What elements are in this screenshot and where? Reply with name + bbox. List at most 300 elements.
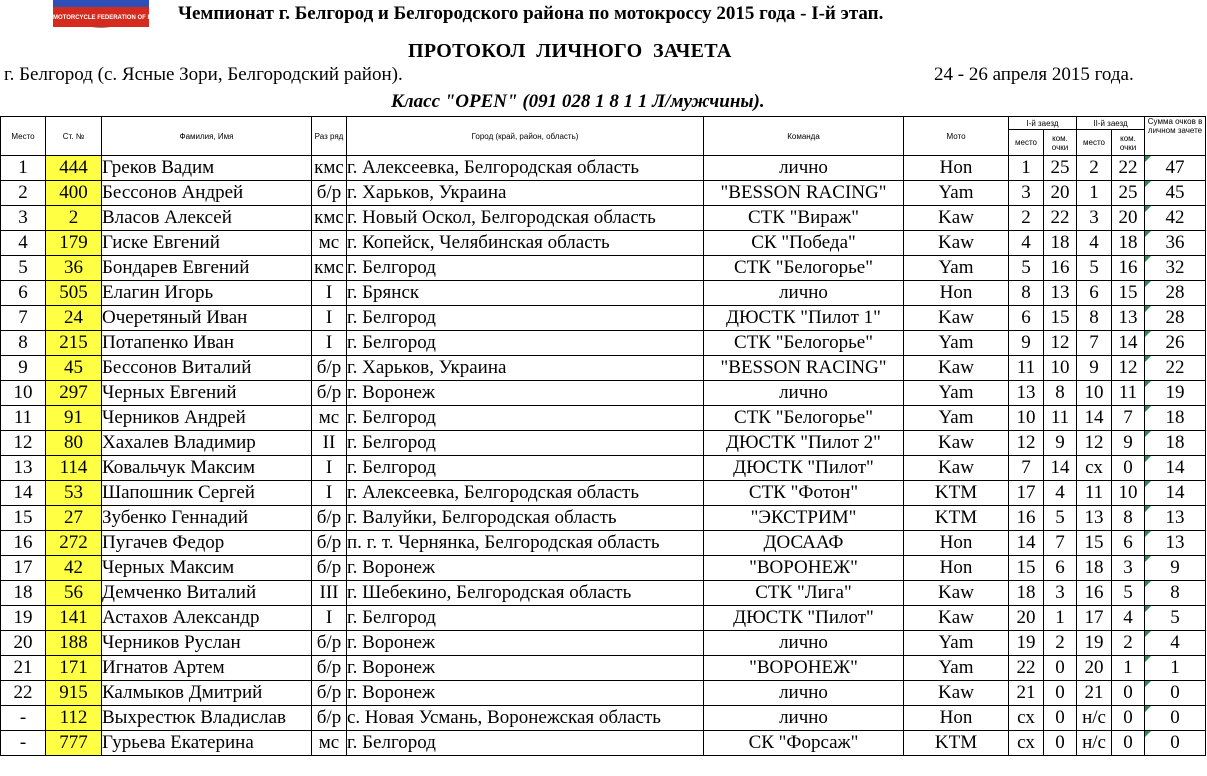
protocol-title: ПРОТОКОЛ ЛИЧНОГО ЗАЧЕТА [408,40,732,62]
cell-team: "BESSON RACING" [704,356,904,381]
cell-team: лично [704,156,904,181]
cell-race2-points: 22 [1112,156,1145,181]
cell-sum: 5 [1145,606,1206,631]
cell-name: Греков Вадим [102,156,312,181]
cell-place: 18 [1,581,46,606]
cell-number: 36 [46,256,102,281]
cell-number: 27 [46,506,102,531]
cell-team: лично [704,631,904,656]
cell-sum: 18 [1145,431,1206,456]
cell-moto: Hon [904,281,1009,306]
cell-race1-points: 10 [1044,356,1077,381]
cell-race1-place: 5 [1009,256,1044,281]
cell-race1-place: 17 [1009,481,1044,506]
cell-number: 112 [46,706,102,731]
cell-race1-points: 0 [1044,681,1077,706]
cell-race2-place: 14 [1077,406,1112,431]
cell-race2-points: 0 [1112,681,1145,706]
cell-sum: 26 [1145,331,1206,356]
cell-name: Черников Андрей [102,406,312,431]
table-row [1,381,1206,406]
race1-place-header: место [1009,130,1044,156]
cell-place: 2 [1,181,46,206]
cell-place: 17 [1,556,46,581]
cell-race1-points: 0 [1044,731,1077,756]
cell-city: г. Воронеж [347,656,704,681]
race2-place-header: место [1077,130,1112,156]
cell-race2-points: 25 [1112,181,1145,206]
col-number-header: Ст. № [46,117,102,156]
cell-number: 45 [46,356,102,381]
cell-city: г. Белгород [347,406,704,431]
cell-team: ДЮСТК "Пилот" [704,606,904,631]
cell-race1-place: 13 [1009,381,1044,406]
cell-city: г. Харьков, Украина [347,356,704,381]
cell-name: Ковальчук Максим [102,456,312,481]
col-place-header: Место [1,117,46,156]
cell-team: СТК "Белогорье" [704,406,904,431]
cell-race2-place: 1 [1077,181,1112,206]
cell-race1-place: 20 [1009,606,1044,631]
cell-city: г. Белгород [347,331,704,356]
cell-city: г. Новый Оскол, Белгородская область [347,206,704,231]
cell-sum: 0 [1145,731,1206,756]
cell-race1-place: 19 [1009,631,1044,656]
cell-number: 2 [46,206,102,231]
cell-number: 400 [46,181,102,206]
cell-name: Власов Алексей [102,206,312,231]
cell-race2-points: 10 [1112,481,1145,506]
cell-sum: 9 [1145,556,1206,581]
cell-name: Калмыков Дмитрий [102,681,312,706]
cell-race1-place: 2 [1009,206,1044,231]
cell-race2-points: 16 [1112,256,1145,281]
cell-race2-place: 12 [1077,431,1112,456]
cell-sum: 1 [1145,656,1206,681]
cell-sum: 13 [1145,531,1206,556]
cell-place: - [1,731,46,756]
cell-rank: I [312,331,347,356]
cell-number: 91 [46,406,102,431]
cell-race1-place: 14 [1009,531,1044,556]
cell-moto: Hon [904,156,1009,181]
cell-moto: Kaw [904,356,1009,381]
cell-number: 171 [46,656,102,681]
cell-moto: Kaw [904,206,1009,231]
cell-race2-points: 0 [1112,731,1145,756]
table-row [1,581,1206,606]
event-dates: 24 - 26 апреля 2015 года. [934,64,1134,85]
cell-number: 777 [46,731,102,756]
cell-moto: KTM [904,731,1009,756]
cell-team: СТК "Фотон" [704,481,904,506]
cell-moto: Yam [904,331,1009,356]
cell-race1-points: 12 [1044,331,1077,356]
cell-name: Демченко Виталий [102,581,312,606]
col-moto-header: Мото [904,117,1009,156]
cell-race2-place: 16 [1077,581,1112,606]
cell-race1-place: 4 [1009,231,1044,256]
cell-sum: 18 [1145,406,1206,431]
cell-race2-place: н/с [1077,706,1112,731]
race1-points-header: ком. очки [1044,130,1077,156]
cell-moto: Kaw [904,606,1009,631]
cell-place: 4 [1,231,46,256]
cell-sum: 42 [1145,206,1206,231]
cell-city: г. Воронеж [347,381,704,406]
cell-race1-place: 6 [1009,306,1044,331]
cell-race2-place: 4 [1077,231,1112,256]
table-row [1,531,1206,556]
cell-name: Шапошник Сергей [102,481,312,506]
cell-race1-points: 11 [1044,406,1077,431]
cell-rank: I [312,606,347,631]
table-row [1,731,1206,756]
cell-race1-place: 21 [1009,681,1044,706]
cell-place: 6 [1,281,46,306]
cell-race1-points: 9 [1044,431,1077,456]
cell-place: 15 [1,506,46,531]
cell-race2-points: 14 [1112,331,1145,356]
cell-race2-points: 7 [1112,406,1145,431]
cell-city: г. Воронеж [347,631,704,656]
cell-sum: 0 [1145,706,1206,731]
cell-moto: Kaw [904,231,1009,256]
cell-team: СТК "Вираж" [704,206,904,231]
cell-name: Астахов Александр [102,606,312,631]
cell-rank: I [312,481,347,506]
cell-rank: б/р [312,531,347,556]
cell-race2-points: 0 [1112,456,1145,481]
cell-city: г. Белгород [347,256,704,281]
cell-place: 16 [1,531,46,556]
cell-race2-points: 4 [1112,606,1145,631]
cell-number: 272 [46,531,102,556]
cell-number: 80 [46,431,102,456]
cell-moto: Kaw [904,681,1009,706]
cell-race1-points: 0 [1044,706,1077,731]
cell-city: г. Шебекино, Белгородская область [347,581,704,606]
cell-race2-points: 8 [1112,506,1145,531]
cell-number: 297 [46,381,102,406]
cell-number: 188 [46,631,102,656]
cell-race2-points: 0 [1112,706,1145,731]
cell-rank: б/р [312,356,347,381]
col-sum-header: Сумма очков в личном зачете [1145,117,1206,156]
cell-race2-points: 5 [1112,581,1145,606]
cell-place: 14 [1,481,46,506]
cell-rank: б/р [312,656,347,681]
cell-city: г. Белгород [347,731,704,756]
cell-number: 42 [46,556,102,581]
cell-race1-place: 8 [1009,281,1044,306]
cell-moto: Yam [904,631,1009,656]
cell-team: СТК "Лига" [704,581,904,606]
cell-city: г. Белгород [347,606,704,631]
cell-race2-place: н/с [1077,731,1112,756]
cell-team: ДЮСТК "Пилот 1" [704,306,904,331]
table-row [1,656,1206,681]
federation-logo [52,0,171,28]
cell-number: 141 [46,606,102,631]
col-race1-header: I-й заезд [1009,117,1077,130]
cell-name: Выхрестюк Владислав [102,706,312,731]
cell-sum: 28 [1145,281,1206,306]
cell-place: 10 [1,381,46,406]
cell-rank: б/р [312,181,347,206]
cell-sum: 32 [1145,256,1206,281]
cell-race2-points: 6 [1112,531,1145,556]
cell-race1-points: 5 [1044,506,1077,531]
cell-team: СК "Форсаж" [704,731,904,756]
cell-place: - [1,706,46,731]
cell-race1-place: 10 [1009,406,1044,431]
cell-race1-points: 1 [1044,606,1077,631]
cell-place: 11 [1,406,46,431]
cell-team: СТК "Белогорье" [704,331,904,356]
cell-team: лично [704,681,904,706]
cell-race1-points: 8 [1044,381,1077,406]
logo-text: MOTORCYCLE FEDERATION OF RUSSIA [53,15,171,21]
cell-race2-points: 18 [1112,231,1145,256]
cell-race2-place: 11 [1077,481,1112,506]
cell-race2-place: 5 [1077,256,1112,281]
table-row [1,481,1206,506]
table-row [1,631,1206,656]
table-row [1,456,1206,481]
cell-number: 24 [46,306,102,331]
cell-place: 3 [1,206,46,231]
cell-race2-place: 19 [1077,631,1112,656]
cell-race2-points: 9 [1112,431,1145,456]
cell-name: Черников Руслан [102,631,312,656]
cell-race2-place: 15 [1077,531,1112,556]
cell-race2-points: 11 [1112,381,1145,406]
cell-sum: 8 [1145,581,1206,606]
table-row [1,506,1206,531]
cell-race2-place: 20 [1077,656,1112,681]
cell-team: ДЮСТК "Пилот" [704,456,904,481]
cell-sum: 13 [1145,506,1206,531]
cell-rank: III [312,581,347,606]
cell-team: ДЮСТК "Пилот 2" [704,431,904,456]
cell-place: 13 [1,456,46,481]
cell-race2-place: сх [1077,456,1112,481]
cell-race2-points: 3 [1112,556,1145,581]
cell-rank: II [312,431,347,456]
cell-moto: Hon [904,531,1009,556]
cell-name: Игнатов Артем [102,656,312,681]
cell-name: Бессонов Виталий [102,356,312,381]
cell-name: Черных Максим [102,556,312,581]
cell-team: лично [704,706,904,731]
table-row [1,606,1206,631]
cell-number: 915 [46,681,102,706]
cell-race1-place: сх [1009,731,1044,756]
table-row [1,331,1206,356]
table-row [1,206,1206,231]
cell-city: г. Копейск, Челябинская область [347,231,704,256]
cell-sum: 47 [1145,156,1206,181]
cell-city: с. Новая Усмань, Воронежская область [347,706,704,731]
cell-race1-place: 12 [1009,431,1044,456]
cell-city: г. Белгород [347,431,704,456]
cell-city: г. Алексеевка, Белгородская область [347,481,704,506]
cell-race1-place: 7 [1009,456,1044,481]
cell-place: 8 [1,331,46,356]
cell-name: Елагин Игорь [102,281,312,306]
cell-rank: мс [312,731,347,756]
cell-race2-place: 8 [1077,306,1112,331]
table-row [1,156,1206,181]
table-row [1,181,1206,206]
cell-race1-points: 0 [1044,656,1077,681]
cell-race2-place: 2 [1077,156,1112,181]
cell-race1-place: сх [1009,706,1044,731]
cell-place: 12 [1,431,46,456]
cell-sum: 36 [1145,231,1206,256]
cell-sum: 45 [1145,181,1206,206]
cell-race2-place: 17 [1077,606,1112,631]
cell-rank: мс [312,231,347,256]
cell-name: Пугачев Федор [102,531,312,556]
cell-city: г. Валуйки, Белгородская область [347,506,704,531]
cell-rank: I [312,281,347,306]
col-city-header: Город (край, район, область) [347,117,704,156]
cell-moto: Yam [904,381,1009,406]
cell-race2-points: 20 [1112,206,1145,231]
cell-team: "ЭКСТРИМ" [704,506,904,531]
cell-sum: 4 [1145,631,1206,656]
cell-place: 1 [1,156,46,181]
cell-race2-place: 10 [1077,381,1112,406]
cell-race2-place: 3 [1077,206,1112,231]
cell-place: 22 [1,681,46,706]
cell-race1-points: 2 [1044,631,1077,656]
cell-city: г. Брянск [347,281,704,306]
cell-rank: б/р [312,681,347,706]
cell-name: Очеретяный Иван [102,306,312,331]
col-rank-header: Раз ряд [312,117,347,156]
cell-name: Потапенко Иван [102,331,312,356]
cell-place: 5 [1,256,46,281]
cell-number: 53 [46,481,102,506]
cell-race1-points: 14 [1044,456,1077,481]
cell-rank: б/р [312,631,347,656]
cell-sum: 19 [1145,381,1206,406]
cell-race1-points: 20 [1044,181,1077,206]
cell-place: 20 [1,631,46,656]
cell-moto: Hon [904,706,1009,731]
cell-moto: Kaw [904,456,1009,481]
class-title: Класс "OPEN" (091 028 1 8 1 1 Л/мужчины). [391,91,765,112]
cell-race2-place: 9 [1077,356,1112,381]
cell-number: 56 [46,581,102,606]
table-row [1,431,1206,456]
cell-race1-place: 16 [1009,506,1044,531]
table-row [1,356,1206,381]
cell-team: СК "Победа" [704,231,904,256]
cell-race2-place: 18 [1077,556,1112,581]
cell-race1-place: 9 [1009,331,1044,356]
cell-number: 114 [46,456,102,481]
cell-city: г. Харьков, Украина [347,181,704,206]
cell-team: лично [704,281,904,306]
table-row [1,281,1206,306]
cell-number: 505 [46,281,102,306]
cell-race1-points: 18 [1044,231,1077,256]
cell-race1-points: 22 [1044,206,1077,231]
cell-name: Хахалев Владимир [102,431,312,456]
cell-moto: Yam [904,656,1009,681]
cell-place: 19 [1,606,46,631]
cell-race1-points: 25 [1044,156,1077,181]
cell-team: ДОСААФ [704,531,904,556]
cell-moto: KTM [904,506,1009,531]
cell-race2-points: 13 [1112,306,1145,331]
cell-race2-place: 7 [1077,331,1112,356]
cell-race1-place: 1 [1009,156,1044,181]
cell-city: г. Белгород [347,456,704,481]
cell-moto: Kaw [904,581,1009,606]
cell-moto: Yam [904,406,1009,431]
cell-city: п. г. т. Чернянка, Белгородская область [347,531,704,556]
cell-moto: Yam [904,181,1009,206]
cell-name: Черных Евгений [102,381,312,406]
cell-race1-points: 4 [1044,481,1077,506]
cell-race2-points: 12 [1112,356,1145,381]
cell-rank: б/р [312,556,347,581]
cell-team: СТК "Белогорье" [704,256,904,281]
cell-place: 7 [1,306,46,331]
cell-name: Гурьева Екатерина [102,731,312,756]
cell-race1-points: 16 [1044,256,1077,281]
col-team-header: Команда [704,117,904,156]
cell-rank: кмс [312,256,347,281]
cell-rank: б/р [312,506,347,531]
cell-name: Зубенко Геннадий [102,506,312,531]
cell-city: г. Белгород [347,306,704,331]
col-race2-header: II-й заезд [1077,117,1145,130]
cell-rank: кмс [312,156,347,181]
cell-city: г. Воронеж [347,681,704,706]
cell-race2-points: 1 [1112,656,1145,681]
cell-race1-points: 15 [1044,306,1077,331]
table-row [1,306,1206,331]
cell-city: г. Воронеж [347,556,704,581]
cell-race1-points: 7 [1044,531,1077,556]
cell-race1-place: 22 [1009,656,1044,681]
cell-race1-points: 3 [1044,581,1077,606]
results-table [0,116,1206,756]
cell-moto: KTM [904,481,1009,506]
cell-race2-place: 6 [1077,281,1112,306]
cell-race2-place: 13 [1077,506,1112,531]
cell-place: 21 [1,656,46,681]
cell-rank: I [312,306,347,331]
table-row [1,256,1206,281]
cell-sum: 14 [1145,481,1206,506]
table-row [1,406,1206,431]
col-name-header: Фамилия, Имя [102,117,312,156]
cell-race1-points: 13 [1044,281,1077,306]
header-row [1,117,1206,130]
cell-race1-place: 18 [1009,581,1044,606]
cell-name: Гиске Евгений [102,231,312,256]
event-location: г. Белгород (с. Ясные Зори, Белгородский район). [4,64,403,85]
cell-race2-points: 15 [1112,281,1145,306]
cell-team: "ВОРОНЕЖ" [704,656,904,681]
